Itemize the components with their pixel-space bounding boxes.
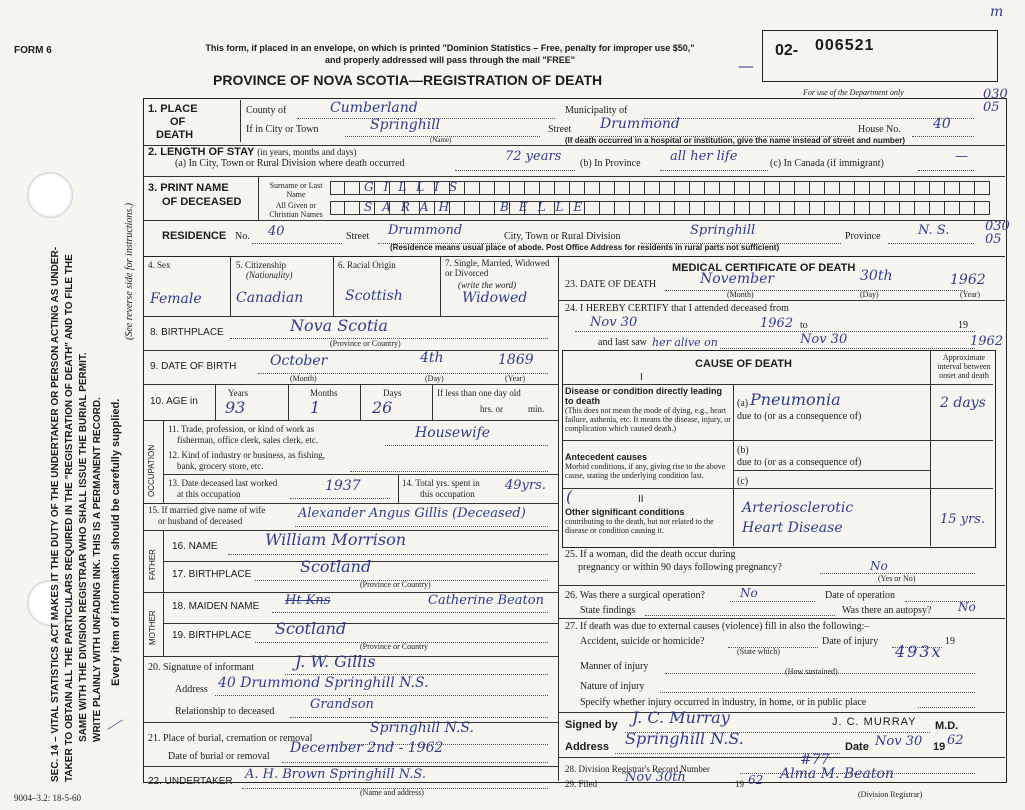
undertaker-label: 22. UNDERTAKER [148,776,233,787]
attended-to-year-prefix: 19 [958,320,968,331]
death-day-sub: (Day) [860,290,879,299]
total-years-label-1: 14. Total yrs. spent in [402,478,480,488]
dept-code-2: 030 05 [985,219,1010,247]
min-label: min. [528,404,545,414]
signed-by-value: J. C. Murray [632,708,730,727]
residence-no: 40 [268,224,285,239]
stay-label-sub: (in years, months and days) [257,147,357,157]
informant-relationship-label: Relationship to deceased [175,706,275,717]
residence-no-label: No. [235,231,250,242]
mother-maiden: Catherine Beaton [428,593,544,608]
death-year-sub: (Year) [960,290,981,299]
date-of-death-label: 23. DATE OF DEATH [565,279,657,290]
woman-value: No [870,559,888,573]
undertaker-sub: (Name and address) [360,788,424,797]
county-label: County of [246,105,287,116]
attended-to-label: to [800,320,808,331]
informant-address-label: Address [175,684,208,695]
racial-label: 6. Racial Origin [338,260,396,270]
attended-from-year: 1962 [760,316,794,331]
dept-code-1: 030 05 [983,87,1008,115]
given-label: All Given or Christian Names [269,201,323,219]
residence-city: Springhill [690,223,756,238]
stay-label [148,146,356,158]
record-number-label: 28. Division Registrar's Record Number [565,764,710,774]
age-days-label: Days [383,388,402,398]
hospital-note: (If death occurred in a hospital or institution, give the name instead of street and number) [565,136,906,145]
form-number: FORM 6 [14,45,52,56]
stay-a-value: 72 years [505,149,562,164]
informant-signature: J. W. Gillis [295,652,376,671]
cause-a-interval: 2 days [940,395,986,411]
age-years-label: Years [228,388,249,398]
md-label: M.D. [935,720,959,732]
part-1: I [640,372,643,383]
given-value-1: SARAH [364,200,460,214]
father-side-label: FATHER [148,549,157,580]
last-worked-label-2: at this occupation [177,489,241,499]
woman-label-2: pregnancy or within 90 days following pregnancy? [578,562,782,573]
trade-label-1: 11. Trade, profession, or kind of work as [168,424,315,434]
stay-label-main: 2. LENGTH OF STAY [148,146,255,158]
trade-label-2: fisherman, office clerk, sales clerk, etc. [177,435,319,445]
father-name-label: 16. NAME [172,541,218,552]
mother-birthplace-label: 19. BIRTHPLACE [172,630,252,641]
antecedent-label: Antecedent causes [565,452,648,462]
cause-a-label: (a) [737,398,749,409]
surgery-label: 26. Was there a surgical operation? [565,590,705,601]
place-label-3: DEATH [156,129,194,141]
occupation-side-label: OCCUPATION [147,444,156,497]
stay-c-label: (c) In Canada (if immigrant) [770,158,884,169]
serial-prefix: 02- [775,42,799,59]
birthplace-sub: (Province or Country) [330,339,401,348]
business-label-2: bank, grocery store, etc. [177,461,264,471]
external-label: 27. If death was due to external causes (violence) fill in also the following:– [565,621,870,632]
due-to-2: due to (or as a consequence of) [737,457,862,468]
cause-a-value: Pneumonia [750,390,841,409]
last-saw-word: her alive on [652,336,718,349]
trade-value: Housewife [415,425,491,441]
cause-c-label: (c) [737,476,749,487]
last-saw-label: and last saw [598,337,647,348]
stay-a-label: (a) In City, Town or Rural Division where death occurred [175,158,405,169]
cert-date-value: Nov 30 [875,734,923,749]
other-label: Other significant conditions [565,507,685,517]
side-note-6: (See reverse side for instructions.) [124,202,135,340]
arrow-mark: — [738,56,754,75]
other-condition-2: Heart Disease [742,520,843,536]
citizenship-sub: (Nationality) [246,270,293,280]
residence-city-label: City, Town or Rural Division [504,231,621,242]
disease-label: Disease or condition directly leading to death [565,386,723,406]
registrar-sub: (Division Registrar) [858,790,923,799]
registrar-name: Alma M. Beaton [780,766,894,782]
residence-province: N. S. [918,223,950,238]
manner-label: Manner of injury [580,661,649,672]
birthplace-label: 8. BIRTHPLACE [150,327,224,338]
age-years: 93 [225,398,246,417]
burial-place: Springhill N.S. [370,720,474,736]
father-name: William Morrison [265,530,407,549]
filed-year-prefix: 19 [735,779,744,789]
death-year: 1962 [950,272,986,288]
nature-label: Nature of injury [580,681,645,692]
dob-label: 9. DATE OF BIRTH [150,361,237,372]
medical-title: MEDICAL CERTIFICATE OF DEATH [672,262,856,274]
spouse-label-2: or husband of deceased [158,516,243,526]
stay-b-value: all her life [670,149,738,164]
other-interval: 15 yrs. [940,512,986,527]
side-note-5: Every item of information should be carefully supplied. [110,398,122,686]
woman-label-1: 25. If a woman, did the death occur during [565,549,736,560]
age-months: 1 [310,398,321,417]
autopsy-label: Was there an autopsy? [842,605,932,616]
total-years-label-2: this occupation [420,489,475,499]
father-birthplace: Scotland [300,557,372,576]
business-label-1: 12. Kind of industry or business, as fishing, [168,450,325,460]
last-worked-value: 1937 [325,478,361,494]
less-day-label: If less than one day old [437,388,521,398]
print-name-label-2: OF DECEASED [162,196,242,208]
cause-b-label: (b) [737,445,749,456]
manner-code: 493x [895,642,943,661]
stay-b-label: (b) In Province [580,158,641,169]
age-label: 10. AGE in [150,396,198,407]
sex-value: Female [150,291,202,307]
other-bracket-mark: ( [566,487,573,506]
municipality-label: Municipality of [565,105,628,116]
signed-by-label: Signed by [565,719,618,731]
marital-sub: (write the word) [458,280,517,290]
accident-label: Accident, suicide or homicide? [580,636,705,647]
residence-label: RESIDENCE [162,230,227,242]
filed-date: Nov 30th [625,770,686,785]
hrs-label: hrs. or [480,404,503,414]
footer-code: 9004–3.2: 18-5-60 [14,793,81,803]
house-value: 40 [933,116,951,132]
informant-address: 40 Drummond Springhill N.S. [218,675,429,691]
interval-label: Approximate interval between onset and death [937,353,991,380]
city-sub: (Name) [430,136,452,144]
disease-note: (This does not mean the mode of dying, e.g., heart failure, asthenia, etc. It means the disease, injury, or complication which caused death.) [565,406,731,433]
informant-relationship: Grandson [310,697,374,712]
last-saw-date: Nov 30 [800,332,848,347]
certify-label: 24. I HEREBY CERTIFY that I attended deceased from [565,303,789,314]
burial-date: December 2nd - 1962 [290,740,444,756]
stamp-name: J. C. MURRAY [832,716,917,728]
cert-date-label: Date [845,741,869,753]
house-label: House No. [858,124,901,135]
dob-year: 1869 [498,352,534,368]
death-day: 30th [860,268,893,284]
dob-month-sub: (Month) [290,374,317,383]
death-month: November [700,271,775,287]
age-days: 26 [372,398,393,417]
street-label: Street [548,124,572,135]
citizenship-label: 5. Citizenship [236,260,286,270]
place-label-2: OF [170,116,186,128]
side-note-4: WRITE PLAINLY WITH UNFADING INK. THIS IS A PERMANENT RECORD. [92,397,103,742]
mail-notice: This form, if placed in an envelope, on which is printed "Dominion Statistics – Free, penalty for improper use $50," and properly addressed will pass through the mail "FREE" [205,43,695,65]
autopsy-value: No [958,600,976,614]
mother-birthplace-sub: (Province or Country [360,642,428,651]
punch-hole-top [27,172,73,218]
last-worked-label-1: 13. Date deceased last worked [168,478,278,488]
marital-value: Widowed [462,290,528,306]
print-name-label [148,181,241,209]
surname-label: Surname or Last Name [269,181,323,199]
father-birthplace-label: 17. BIRTHPLACE [172,569,252,580]
marital-label: 7. Single, Married, Widowed or Divorced [445,258,550,278]
burial-place-label: 21. Place of burial, cremation or removal [148,733,313,744]
cert-year: 62 [947,733,964,748]
yes-no-sub: (Yes or No) [878,574,916,583]
birthplace-value: Nova Scotia [290,316,388,335]
record-number: #77 [800,752,830,768]
street-value: Drummond [600,116,680,132]
surname-value: GILLIS [364,180,468,194]
residence-note: (Residence means usual place of abode. Post Office Address for residents in rural parts not sufficient) [390,243,780,252]
place-of-death-label [148,103,198,142]
antecedent-note: Morbid conditions, if any, giving rise to the above cause, stating the underlying condition last. [565,462,726,480]
residence-province-label: Province [845,231,881,242]
given-value-2: BELLE [500,200,593,214]
side-note-2: TAKER TO OBTAIN ALL THE PARTICULARS REQUIRED IN THE "REGISTRATION OF DEATH" AND TO FILE THE [64,254,75,782]
mother-birthplace: Scotland [275,619,347,638]
other-note: contributing to the death, but not related to the disease or condition causing it. [565,517,714,535]
part-2: II [638,494,644,505]
margin-pen-mark: ⟋ [106,714,121,735]
cert-address-value: Springhill N.S. [625,729,744,748]
dob-day: 4th [420,350,444,366]
form-title: PROVINCE OF NOVA SCOTIA—REGISTRATION OF DEATH [213,72,603,88]
place-num: 1. [148,103,158,115]
dept-use-label: For use of the Department only [803,88,904,97]
father-birthplace-sub: (Province or Country) [360,580,431,589]
last-saw-year: 1962 [970,334,1004,349]
mother-maiden-struck: Ht Kns [285,593,331,608]
cert-year-prefix: 19 [933,741,946,753]
sex-label: 4. Sex [148,260,171,270]
mother-side-label: MOTHER [148,610,157,645]
stay-c-value: — [955,149,968,164]
undertaker-value: A. H. Brown Springhill N.S. [245,767,427,782]
filed-year: 62 [748,773,764,787]
attended-from: Nov 30 [590,315,638,330]
residence-street-label: Street [346,231,370,242]
total-years-value: 49yrs. [505,478,546,493]
specify-label: Specify whether injury occurred in industry, in home, or in public place [580,697,867,708]
side-note-3: SAME WITH THE DIVISION REGISTRAR WHO SHALL ISSUE THE BURIAL PERMIT. [78,352,89,742]
cause-title: CAUSE OF DEATH [695,358,792,370]
side-note-1: SEC. 14 – VITAL STATISTICS ACT MAKES IT THE DUTY OF THE UNDERTAKER OR PERSON ACTING AS UNDER- [50,246,61,782]
age-months-label: Months [310,388,338,398]
dob-month: October [270,353,328,369]
racial-value: Scottish [345,288,403,304]
print-name-label-1: 3. PRINT NAME [148,182,229,194]
spouse-value: Alexander Angus Gillis (Deceased) [298,506,526,521]
citizenship-value: Canadian [236,290,304,306]
city-label: If in City or Town [246,124,319,135]
injury-year-prefix: 19 [945,636,955,647]
serial-number: 006521 [815,37,875,54]
cert-address-label: Address [565,741,610,753]
death-month-sub: (Month) [727,290,754,299]
injury-date-label: Date of injury [822,636,879,647]
other-condition-1: Arteriosclerotic [742,500,854,516]
dob-year-sub: (Year) [505,374,526,383]
surgery-value: No [740,586,758,600]
findings-label: State findings [580,605,636,616]
dob-day-sub: (Day) [425,374,444,383]
state-which: (State which) [737,647,780,656]
mother-maiden-label: 18. MAIDEN NAME [172,601,260,612]
due-to-1: due to (or as a consequence of) [737,411,862,422]
residence-street: Drummond [388,223,463,238]
burial-date-label: Date of burial or removal [168,751,270,762]
informant-sig-label: 20. Signature of informant [148,662,255,673]
operation-date-label: Date of operation [825,590,895,601]
city-value: Springhill [370,117,441,133]
corner-mark: m [990,4,1004,20]
spouse-label-1: 15. If married give name of wife [148,505,266,515]
how-sustained: (How sustained) [785,667,838,676]
county-value: Cumberland [330,100,418,116]
filed-label: 29. Filed [565,779,598,789]
place-label-1: PLACE [160,103,198,115]
